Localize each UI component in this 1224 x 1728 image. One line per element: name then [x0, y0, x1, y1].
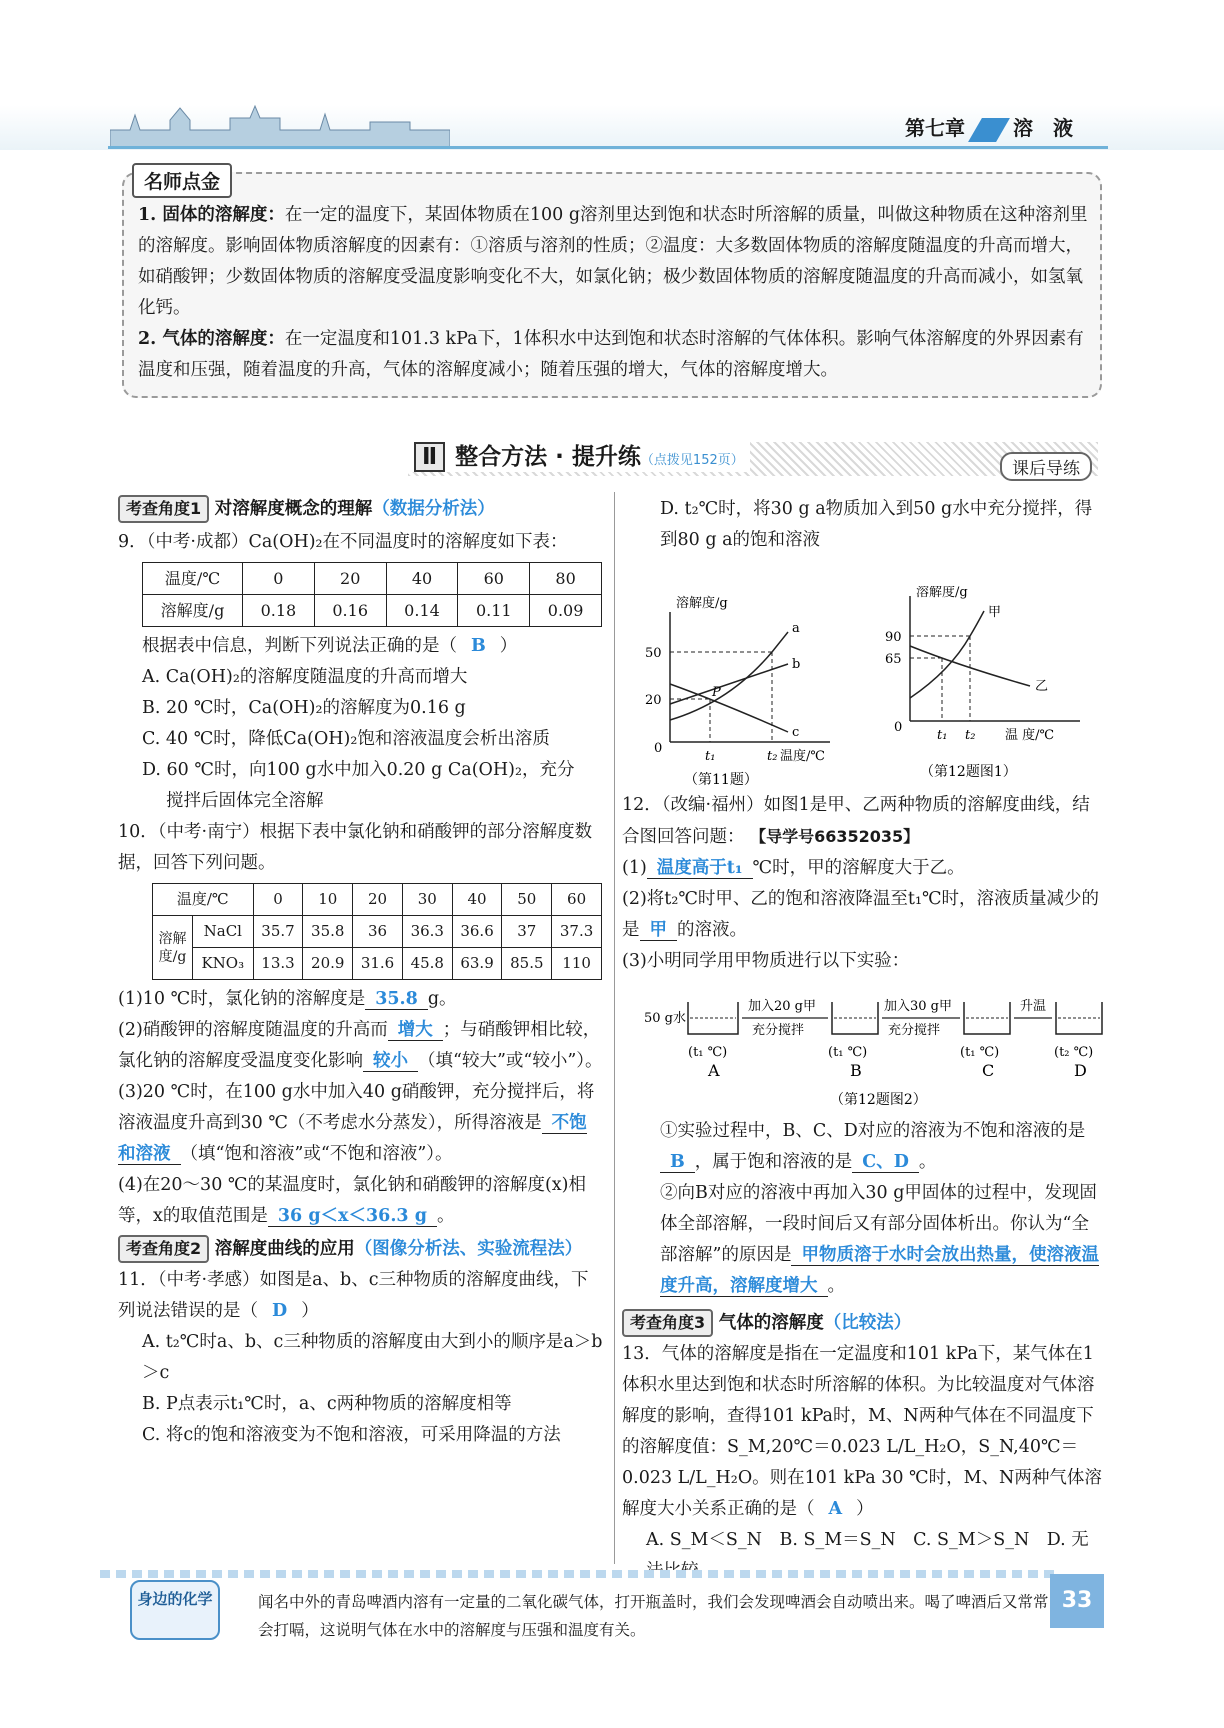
- q9-option-b: B. 20 ℃时，Ca(OH)₂的溶解度为0.16 g: [142, 698, 466, 718]
- section-title: [408, 438, 750, 472]
- q13-stem-text: 13．气体的溶解度是指在一定温度和101 kPa下，某气体在1体积水里达到饱和状态时所溶解的体积。为比较温度对气体溶解度的影响，查得101 kPa时，M、N两种气体在不同温度下的溶解度值：S_M,20℃＝0.023 L/L_H₂O，S_N,40℃＝0.023 L/L_H₂O。则在101 kPa 30 ℃时，M、N两种气体溶解度大小关系正确的是（: [622, 1344, 1102, 1519]
- q10-part2-end: （填“较大”或“较小”）。: [418, 1051, 603, 1071]
- table-cell: 0.09: [530, 595, 602, 627]
- flow-label-c: C: [982, 1061, 995, 1080]
- q10-part1-end: g。: [427, 989, 457, 1009]
- q13-stem: [622, 1339, 1106, 1525]
- q9-ask: [118, 631, 604, 662]
- table-cell: 36.6: [452, 916, 502, 948]
- chapter-topic: 溶 液: [1013, 116, 1073, 140]
- fig12-ylabel: 溶解度/g: [916, 586, 968, 600]
- tips-tag: 名师点金: [132, 163, 232, 198]
- table-cell: 37.3: [552, 916, 602, 948]
- tips-body-2: 在一定温度和101.3 kPa下，1体积水中达到饱和状态时溶解的气体体积。影响气体溶解度的外界因素有温度和压强，随着温度的升高，气体的溶解度减小；随着压强的增大，气体的溶解度增大。: [138, 329, 1084, 380]
- q10-answer-2: 增大: [388, 1020, 443, 1041]
- table-row: [143, 595, 602, 627]
- table-cell: 40: [452, 884, 502, 916]
- fig11-label-a: a: [792, 621, 800, 636]
- tips-text: [138, 200, 1088, 386]
- q12-sub1: [636, 1116, 1106, 1178]
- table-cell: 30: [402, 884, 452, 916]
- table-cell: 35.8: [303, 916, 353, 948]
- q11-option-c: C. 将c的饱和溶液变为不饱和溶液，可采用降温的方法: [142, 1425, 561, 1445]
- fig11-caption: （第11题）: [684, 772, 758, 787]
- fig11-xlabel: 温度/℃: [780, 749, 825, 764]
- page-number: 33: [1050, 1574, 1104, 1628]
- table-cell: 45.8: [402, 948, 452, 980]
- fig12-xlabel: 温 度/℃: [1005, 728, 1055, 743]
- q10-part3: [118, 1077, 604, 1170]
- section-title-text: 整合方法 · 提升练: [455, 444, 641, 470]
- fig11-zero: 0: [654, 741, 663, 756]
- angle1-method: （数据分析法）: [372, 499, 495, 519]
- right-column: [636, 494, 1106, 556]
- q10-part3-end: （填“饱和溶液”或“不饱和溶液”）。: [180, 1144, 453, 1164]
- angle1-heading: [118, 494, 604, 525]
- q12-answer-1: 温度高于t₁: [647, 858, 753, 879]
- flow-step2: 加入30 g甲: [884, 999, 952, 1014]
- q12-sub1-end: 。: [918, 1152, 937, 1172]
- table-cell: 20.9: [303, 948, 353, 980]
- tips-lead-1: 1. 固体的溶解度：: [138, 205, 285, 225]
- q12-part2-text: (2)将t₂℃时甲、乙的饱和溶液降温至t₁℃时，溶液质量减少的是: [622, 889, 1100, 940]
- q10-part2-text: (2)硝酸钾的溶解度随温度的升高而: [118, 1020, 388, 1040]
- q9-stem: 9．（中考·成都）Ca(OH)₂在不同温度时的溶解度如下表：: [118, 532, 568, 552]
- flow-temp-b: (t₁ ℃): [828, 1045, 868, 1060]
- fig12-caption: （第12题图1）: [920, 764, 1017, 780]
- table-cell: 0.18: [243, 595, 315, 627]
- table-cell: KNO₃: [193, 948, 254, 980]
- q12-part2-end: 的溶液。: [677, 920, 747, 940]
- angle3-method: （比较法）: [823, 1313, 912, 1333]
- table-cell: 13.3: [253, 948, 303, 980]
- beaker-d: [1056, 1002, 1102, 1034]
- section-number: Ⅱ: [414, 442, 445, 472]
- q12-sub2-answer: 甲物质溶于水时会放出热量，使溶液温度升高，溶解度增大: [660, 1245, 1099, 1296]
- q12-sub1-answer-2: C、D: [852, 1152, 919, 1173]
- table-cell: 温度/℃: [143, 563, 243, 595]
- q12-part1-end: ℃时，甲的溶解度大于乙。: [752, 858, 965, 878]
- q10-part4: [118, 1170, 604, 1232]
- q10-answer-4: 36 g＜x＜36.3 g: [268, 1206, 437, 1227]
- q11-stem: [118, 1265, 604, 1327]
- flow-start: 50 g水: [644, 1011, 686, 1026]
- q10-part4-end: 。: [436, 1206, 455, 1226]
- fig12-label-jia: 甲: [988, 605, 1002, 620]
- q12-sub2: [636, 1178, 1106, 1302]
- angle2-method: （图像分析法、实验流程法）: [354, 1239, 583, 1259]
- q11-option-a: A. t₂℃时a、b、c三种物质的溶解度由大到小的顺序是a＞b＞c: [142, 1332, 603, 1383]
- q12-sub1-mid: ，属于饱和溶液的是: [694, 1152, 853, 1172]
- angle1-title: 对溶解度概念的理解: [214, 499, 373, 519]
- angle1-label: 考查角度1: [118, 495, 209, 523]
- tips-body-1: 在一定的温度下，某固体物质在100 g溶剂里达到饱和状态时所溶解的质量，叫做这种物质在这种溶剂里的溶解度。影响固体物质溶解度的因素有：①溶质与溶剂的性质；②温度：大多数固体物质的溶解度随温度的升高而增大，如硝酸钾；少数固体物质的溶解度受温度影响变化不大，如氯化钠；极少数固体物质的溶解度随温度的升高而减小，如氢氧化钙。: [138, 205, 1088, 318]
- q12-stem: [622, 790, 1106, 853]
- q10-stem: 10．（中考·南宁）根据下表中氯化钠和硝酸钾的部分溶解度数据，回答下列问题。: [118, 822, 593, 873]
- q10-table: [152, 883, 602, 980]
- table-cell: 110: [552, 948, 602, 980]
- fig11-tick-50: 50: [645, 646, 662, 661]
- fig12-t2: t₂: [965, 728, 976, 743]
- section-note: （点拨见152页）: [640, 453, 744, 468]
- beaker-c: [964, 1002, 1010, 1034]
- table-cell: 85.5: [502, 948, 552, 980]
- table-cell: 0.14: [386, 595, 458, 627]
- curve-b: [670, 664, 788, 704]
- left-column: [118, 494, 604, 1451]
- q12-part1: [622, 853, 1106, 884]
- figure-12-1: [880, 586, 1090, 787]
- footer-text: 闻名中外的青岛啤酒内溶有一定量的二氧化碳气体，打开瓶盖时，我们会发现啤酒会自动喷出来。喝了啤酒后又常常会打嗝，这说明气体在水中的溶解度与压强和温度有关。: [258, 1593, 1049, 1639]
- fig11-label-b: b: [792, 657, 801, 672]
- q10-part2-mid: ；与硝酸钾相比较，氯化钠的溶解度受温度变化影响: [118, 1020, 601, 1071]
- fig11-label-p: P: [712, 685, 721, 700]
- fig11-ylabel: 溶解度/g: [676, 596, 728, 611]
- q12-sub1-answer: B: [660, 1152, 695, 1173]
- table-cell: 37: [502, 916, 552, 948]
- table-cell: 0.16: [314, 595, 386, 627]
- q11-stem-end: ）: [301, 1301, 319, 1321]
- q10-part4-text: (4)在20～30 ℃的某温度时，氯化钠和硝酸钾的溶解度(x)相等，x的取值范围是: [118, 1175, 586, 1226]
- table-cell: 20: [314, 563, 386, 595]
- figure-11: [640, 592, 840, 787]
- flow-caption: （第12题图2）: [830, 1092, 927, 1108]
- q12-block: [622, 790, 1106, 977]
- chapter-number: 第七章: [905, 116, 965, 140]
- section-tag: 课后导练: [1000, 452, 1092, 481]
- q12-3-block: [636, 1116, 1106, 1302]
- fig12-label-yi: 乙: [1035, 679, 1049, 694]
- table-cell: 36: [353, 916, 403, 948]
- q13-options: A. S_M＜S_N B. S_M＝S_N C. S_M＞S_N D. 无: [646, 1530, 1089, 1550]
- q9-table: [142, 562, 602, 627]
- fig12-tick-65: 65: [885, 652, 902, 667]
- fig11-tick-20: 20: [645, 693, 662, 708]
- flow-step1b: 充分搅拌: [752, 1023, 805, 1038]
- flow-label-d: D: [1074, 1061, 1087, 1080]
- q9-option-d-cont: 搅拌后固体完全溶解: [166, 791, 324, 811]
- figure-12-2: [644, 982, 1104, 1108]
- angle3-title: 气体的溶解度: [718, 1313, 824, 1333]
- beaker-b: [832, 1002, 878, 1034]
- table-row: [153, 916, 602, 948]
- q9-option-c: C. 40 ℃时，降低Ca(OH)₂饱和溶液温度会析出溶质: [142, 729, 550, 749]
- q9-option-a: A. Ca(OH)₂的溶解度随温度的升高而增大: [142, 667, 468, 687]
- flow-step3: 升温: [1020, 999, 1047, 1014]
- q10-answer-2b: 较小: [363, 1051, 418, 1072]
- fig11-label-c: c: [792, 725, 800, 740]
- curve-jia: [910, 611, 984, 698]
- q12-answer-2: 甲: [640, 920, 678, 941]
- table-row: [153, 884, 602, 916]
- q12-guide: 【导学号66352035】: [750, 827, 920, 846]
- beaker-a: [688, 1002, 738, 1034]
- q9-ask-text: 根据表中信息，判断下列说法正确的是（: [142, 636, 457, 656]
- fig12-t1: t₁: [937, 728, 948, 743]
- table-cell: NaCl: [193, 916, 254, 948]
- table-cell: 60: [552, 884, 602, 916]
- q12-part3: (3)小明同学用甲物质进行以下实验：: [622, 951, 910, 971]
- angle2-title: 溶解度曲线的应用: [214, 1239, 355, 1259]
- table-cell: 0.11: [458, 595, 530, 627]
- q11-answer: D: [272, 1301, 288, 1321]
- angle3-heading: [622, 1308, 1106, 1339]
- q13-block: [622, 1308, 1106, 1587]
- table-cell: 63.9: [452, 948, 502, 980]
- table-cell: 80: [530, 563, 602, 595]
- flow-step1: 加入20 g甲: [748, 999, 816, 1014]
- tips-paragraph-1: [138, 200, 1088, 324]
- table-cell: 温度/℃: [153, 884, 254, 916]
- flow-label-b: B: [850, 1061, 862, 1080]
- q10-part2: [118, 1015, 604, 1077]
- flow-temp-a: (t₁ ℃): [688, 1045, 728, 1060]
- fig12-zero: 0: [894, 720, 903, 735]
- table-cell: 36.3: [402, 916, 452, 948]
- q9-option-d: D. 60 ℃时，向100 g水中加入0.20 g Ca(OH)₂，充分: [142, 760, 575, 780]
- column-divider: [614, 492, 615, 1564]
- table-cell: 20: [353, 884, 403, 916]
- flow-temp-c: (t₁ ℃): [960, 1045, 1000, 1060]
- angle2-label: 考查角度2: [118, 1235, 209, 1263]
- table-cell: 50: [502, 884, 552, 916]
- footer-logo: 身边的化学: [130, 1580, 220, 1640]
- table-cell: 60: [458, 563, 530, 595]
- q11-stem-text: 11．（中考·孝感）如图是a、b、c三种物质的溶解度曲线，下列说法错误的是（: [118, 1270, 589, 1321]
- q13-stem-end: ）: [856, 1499, 874, 1519]
- flow-label-a: A: [708, 1061, 720, 1080]
- castle-illustration: [110, 100, 450, 148]
- q11-option-b: B. P点表示t₁℃时，a、c两种物质的溶解度相等: [142, 1394, 512, 1414]
- tips-paragraph-2: [138, 324, 1088, 386]
- tips-lead-2: 2. 气体的溶解度：: [138, 329, 285, 349]
- table-cell: 溶解度/g: [153, 916, 193, 980]
- footer-wave: [100, 1570, 1060, 1578]
- flow-temp-d: (t₂ ℃): [1054, 1045, 1094, 1060]
- q12-sub1-text: ①实验过程中，B、C、D对应的溶液为不饱和溶液的是: [660, 1121, 1086, 1141]
- q10-part1-text: (1)10 ℃时，氯化钠的溶解度是: [118, 989, 366, 1009]
- table-cell: 40: [386, 563, 458, 595]
- q12-sub2-text: ②向B对应的溶液中再加入30 g甲固体的过程中，发现固体全部溶解，一段时间后又有部分固体析出。你认为“全部溶解”的原因是: [660, 1183, 1097, 1265]
- q10-part3-text: (3)20 ℃时，在100 g水中加入40 g硝酸钾，充分搅拌后，将溶液温度升高到30 ℃（不考虑水分蒸发），所得溶液是: [118, 1082, 595, 1133]
- q10-part1: [118, 984, 604, 1015]
- fig12-tick-90: 90: [885, 630, 902, 645]
- chapter-label: [905, 112, 1073, 142]
- angle2-heading: [118, 1234, 604, 1265]
- table-cell: 0: [243, 563, 315, 595]
- q12-stem-text: 12．（改编·福州）如图1是甲、乙两种物质的溶解度曲线，结合图回答问题：: [622, 795, 1090, 847]
- q12-part1-text: (1): [622, 858, 647, 878]
- q9-ask-end: ）: [499, 636, 518, 656]
- flow-step2b: 充分搅拌: [888, 1023, 941, 1038]
- q13-answer: A: [828, 1499, 843, 1519]
- table-row: [153, 948, 602, 980]
- q12-sub2-end: 。: [827, 1276, 845, 1296]
- table-cell: 31.6: [353, 948, 403, 980]
- q10-answer-3: 不饱和溶液: [118, 1113, 587, 1164]
- table-cell: 35.7: [253, 916, 303, 948]
- q11-option-d: D. t₂℃时，将30 g a物质加入到50 g水中充分搅拌，得到80 g a的饱和溶液: [660, 499, 1093, 550]
- fig11-t2: t₂: [767, 749, 778, 764]
- table-cell: 溶解度/g: [143, 595, 243, 627]
- q10-answer-1: 35.8: [365, 989, 428, 1010]
- table-cell: 10: [303, 884, 353, 916]
- table-cell: 0: [253, 884, 303, 916]
- header-rule: [108, 146, 1108, 149]
- fig11-t1: t₁: [705, 749, 716, 764]
- chapter-separator: [968, 118, 1010, 142]
- q12-part2: [622, 884, 1106, 946]
- angle3-label: 考查角度3: [622, 1309, 713, 1337]
- table-row: [143, 563, 602, 595]
- q9-answer: B: [471, 636, 486, 656]
